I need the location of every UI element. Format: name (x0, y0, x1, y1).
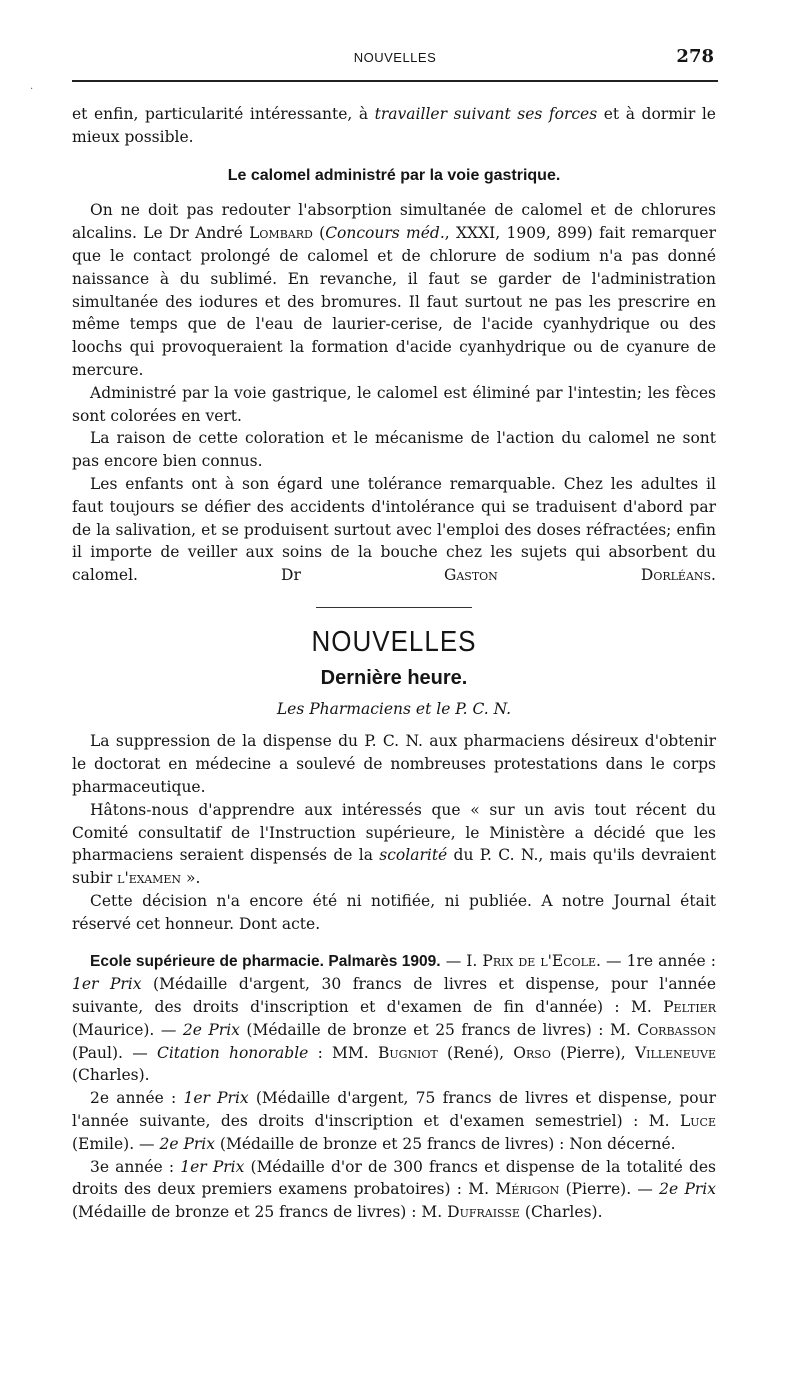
nouvelles-paragraph-2: Hâtons-nous d'apprendre aux intéressés que « sur un avis tout récent du Comité consultatif de l'Instruction supérieure, le Ministère a décidé que les pharmaciens seraient dispensés de la scolarité du P. C. N., mais qu'ils devraient subir l'examen ». (72, 800, 716, 888)
page-number: 278 (676, 46, 714, 67)
spacer (72, 936, 716, 950)
calomel-paragraph-4: Les enfants ont à son égard une tolérance remarquable. Chez les adultes il faut toujours se défier des accidents d'intolérance qui se traduisent d'abord par de la salivation, et se produisent surtout avec l'emploi des doses réfractées; enfin il importe de veiller aux soins de la bouche chez les sujets qui absorbent du calomel. Dr Gaston Dorléans. (72, 474, 716, 585)
palmares-lead: Ecole supérieure de pharmacie. Palmarès 1909. (90, 952, 441, 970)
running-title: NOUVELLES (353, 50, 437, 65)
intro-paragraph: et enfin, particularité intéressante, à travailler suivant ses forces et à dormir le mieux possible. (72, 105, 716, 146)
author-name: Lombard (249, 224, 313, 243)
palmares-paragraph-1: Ecole supérieure de pharmacie. Palmarès 1909. — I. Prix de l'Ecole. — 1re année : 1er Prix (Médaille d'argent, 30 francs de livres et dispense, pour l'année suivante, des droits d'inscription et d'examen de fin d'année) : M. Peltier (Maurice). — 2e Prix (Médaille de bronze et 25 francs de livres) : M. Corbasson (Paul). — Citation honorable : MM. Bugniot (René), Orso (Pierre), Villeneuve (Charles). (72, 951, 717, 1085)
calomel-paragraph-3: La raison de cette coloration et le mécanisme de l'action du calomel ne sont pas encore bien connus. (72, 429, 716, 471)
header-rule (72, 80, 718, 82)
calomel-paragraph-2: Administré par la voie gastrique, le calomel est éliminé par l'intestin; les fèces sont colorées en vert. (72, 383, 716, 425)
calomel-section-title: Le calomel administré par la voie gastrique. (227, 166, 561, 184)
print-speck: · (30, 84, 34, 95)
signature: Dr Gaston Dorléans. (281, 566, 716, 585)
page-content (72, 103, 716, 1224)
palmares-paragraph-3: 3e année : 1er Prix (Médaille d'or de 300 francs et dispense de la totalité des droits des deux premiers examens probatoires) : M. Mérigon (Pierre). — 2e Prix (Médaille de bronze et 25 francs de livres) : M. Dufraisse (Charles). (72, 1157, 717, 1222)
journal-name: Concours méd. (325, 224, 445, 243)
nouvelles-title: NOUVELLES (311, 624, 477, 658)
nouvelles-paragraph-1: La suppression de la dispense du P. C. N. aux pharmaciens désireux d'obtenir le doctorat en médecine a soulevé de nombreuses protestations dans le corps pharmaceutique. (72, 732, 716, 796)
palmares-paragraph-2: 2e année : 1er Prix (Médaille d'argent, 75 francs de livres et dispense, pour l'année suivante, des droits d'inscription et d'examen semestriel) : M. Luce (Emile). — 2e Prix (Médaille de bronze et 25 francs de livres) : Non décerné. (72, 1089, 716, 1153)
calomel-paragraph-1: On ne doit pas redouter l'absorption simultanée de calomel et de chlorures alcalins. Le Dr André Lombard (Concours méd., XXXI, 1909, 899) fait remarquer que le contact prolongé de calomel et de chlorure de sodium n'a pas donné naissance à du sublimé. En revanche, il faut se garder de l'administration simultanée des iodures et des bromures. Il faut surtout ne pas les prescrire en même temps que de l'eau de laurier-cerise, de l'acide cyanhydrique ou des loochs qui provoqueraient la formation d'acide cyanhydrique ou de cyanure de mercure. (72, 201, 716, 379)
section-divider (316, 607, 472, 608)
running-head (72, 46, 718, 74)
pcn-subtitle: Les Pharmaciens et le P. C. N. (276, 699, 512, 718)
derniere-heure-title: Dernière heure. (320, 666, 468, 689)
nouvelles-paragraph-3: Cette décision n'a encore été ni notifiée, ni publiée. A notre Journal était réservé cet honneur. Dont acte. (72, 891, 716, 933)
